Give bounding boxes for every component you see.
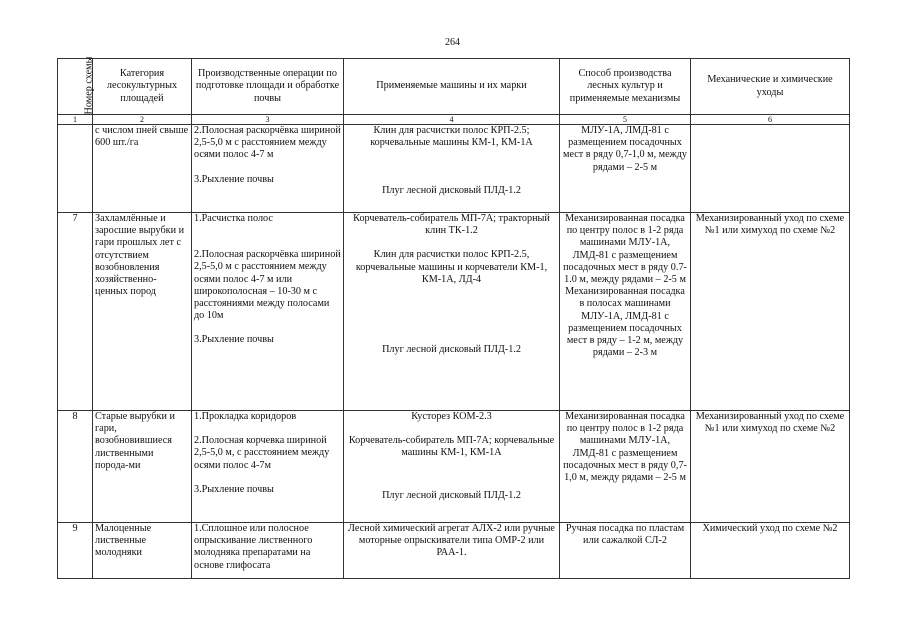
operations-cell [192,411,344,523]
table-row [58,523,850,579]
operation-item: 2.Полосная корчевка шириной 2,5-5,0 м, с расстоянием между осями полос 4-7м [194,435,330,471]
machine-item: Кусторез КОМ-2.3 [411,411,492,422]
category-cell: Захламлённые и заросшие вырубки и гари прошлых лет с отсутствием возобновления хозяйственно-ценных пород [93,213,192,411]
care-cell [691,125,850,213]
header-area-category: Категория лесокультурных площадей [93,59,192,115]
machine-item: Плуг лесной дисковый ПЛД-1.2 [382,489,521,501]
operations-cell [192,125,344,213]
care-cell: Механизированный уход по схеме №1 или химуход по схеме №2 [691,213,850,411]
column-number: 2 [93,115,192,125]
planting-method-cell: Ручная посадка по пластам или сажалкой СЛ-2 [560,523,691,579]
operation-item: 3.Рыхление почвы [194,483,274,495]
care-cell: Химический уход по схеме №2 [691,523,850,579]
column-number: 5 [560,115,691,125]
column-number-row [58,115,850,125]
operation-item: 1.Прокладка коридоров [194,411,297,422]
scheme-number-cell: 7 [58,213,93,411]
scheme-number-cell: 8 [58,411,93,523]
machine-item: Корчеватель-собиратель МП-7А; корчевальные машины КМ-1, КМ-1А [348,435,555,459]
machine-item: Клин для расчистки полос КРП-2.5; корчевальные машины КМ-1, КМ-1А [370,125,533,149]
operations-cell [192,213,344,411]
operations-cell: 1.Сплошное или полосное опрыскивание лиственного молодняка препаратами на основе глифосата [192,523,344,579]
header-operations: Производственные операции по подготовке площади и обработке почвы [192,59,344,115]
machines-cell: Лесной химический агрегат АЛХ-2 или ручные моторные опрыскиватели типа ОМР-2 или РАА-1. [344,523,560,579]
table-row [58,125,850,213]
operation-item: 3.Рыхление почвы [194,334,274,346]
machines-cell [344,411,560,523]
operation-item: 2.Полосная раскорчёвка шириной 2,5-5,0 м с расстоянием между осями полос 4-7 м [194,125,341,161]
planting-method-cell: Механизированная посадка по центру полос в 1-2 ряда машинами МЛУ-1А, ЛМД-81 с размещением посадочных мест в ряду 0,7-1,0 м, между рядами – 2-5 м [560,411,691,523]
scheme-number-cell: 9 [58,523,93,579]
machine-item: Корчеватель-собиратель МП-7А; тракторный клин ТК-1.2 [353,213,550,237]
header-scheme-number: Номер схемы [58,59,93,115]
column-number: 4 [344,115,560,125]
machine-item: Плуг лесной дисковый ПЛД-1.2 [382,344,521,356]
column-number: 6 [691,115,850,125]
category-cell: Старые вырубки и гари, возобновившиеся лиственными порода-ми [93,411,192,523]
column-number: 3 [192,115,344,125]
table-row [58,411,850,523]
header-machines: Применяемые машины и их марки [344,59,560,115]
header-row [58,59,850,115]
operation-item: 2.Полосная раскорчёвка шириной 2,5-5,0 м с расстоянием между осями полос 4-7 м или широкополосная – 10-30 м с расстояниями между полосами до 10м [194,249,341,322]
planting-method-cell: МЛУ-1А, ЛМД-81 с размещением посадочных мест в ряду 0,7-1,0 м, между рядами – 2-5 м [560,125,691,213]
forest-operations-table [57,58,850,579]
machine-item: Клин для расчистки полос КРП-2.5, корчевальные машины и корчеватели КМ-1, КМ-1А, ЛД-4 [355,249,548,285]
planting-method-cell: Механизированная посадка по центру полос в 1-2 ряда машинами МЛУ-1А, ЛМД-81 с размещением посадочных мест в ряду 0.7-1.0 м, между рядами – 2-5 м Механизированная посадка в полосах машинами МЛУ-1А, ЛМД-81 с размещением посадочных мест в ряду – 1-2 м, между рядами – 2-3 м [560,213,691,411]
table-row [58,213,850,411]
column-number: 1 [58,115,93,125]
machines-cell [344,125,560,213]
operation-item: 1.Расчистка полос [194,213,273,224]
care-cell: Механизированный уход по схеме №1 или химуход по схеме №2 [691,411,850,523]
machines-cell [344,213,560,411]
machine-item: Плуг лесной дисковый ПЛД-1.2 [382,185,521,197]
scheme-number-cell [58,125,93,213]
operation-item: 3.Рыхление почвы [194,173,274,185]
header-care: Механические и химические уходы [691,59,850,115]
header-planting-method: Способ производства лесных культур и применяемые механизмы [560,59,691,115]
page-number: 264 [445,37,460,48]
category-cell: Малоценные лиственные молодняки [93,523,192,579]
category-cell: с числом пней свыше 600 шт./га [93,125,192,213]
